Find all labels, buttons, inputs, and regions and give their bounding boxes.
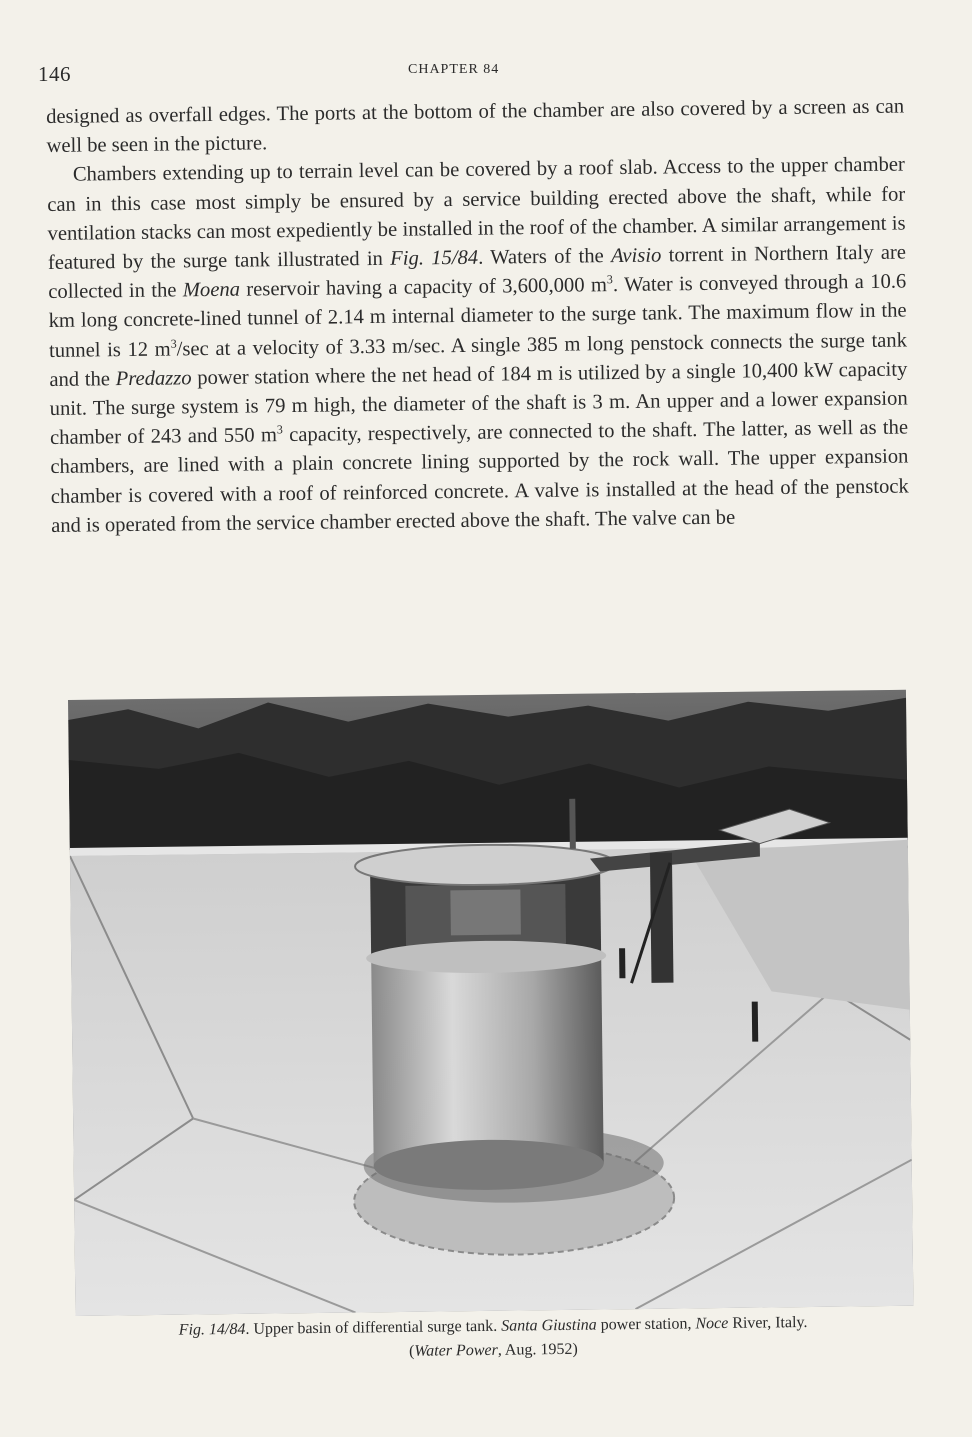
caption-source-title: Water Power (414, 1341, 498, 1360)
place-name-moena: Moena (182, 278, 241, 302)
p2-text-c: torrent in Northern Italy are collected in the (48, 241, 907, 304)
p2-text-d: reservoir having a capacity of 3,600,000 m (239, 274, 608, 301)
superscript-cubic: 3 (170, 336, 177, 351)
caption-figure-label: Fig. 14/84 (178, 1320, 246, 1339)
p2-text-a: Chambers extending up to terrain level can be covered by a roof slab. Access to the upper chamber can in this case most simply be ensured by a service building erected above the shaft, while for ventilation stacks can most expediently be installed in the roof of the chamber. A similar arrangement is featured by the surge tank illustrated in (47, 153, 906, 275)
body-text (46, 93, 909, 541)
running-head: CHAPTER 84 (408, 62, 500, 77)
caption-source: (Water Power, Aug. 1952) (408, 1340, 578, 1360)
caption-station-name: Santa Giustina (501, 1316, 597, 1335)
p2-text-g: power station where the net head of 184 m is utilized by a single 10,400 kW capacity unit. The surge system is 79 m high, the diameter of the shaft is 3 m. An upper and a lower expansion chamber of 243 and 550 m (49, 358, 908, 450)
caption-river-name: Noce (695, 1314, 729, 1333)
p2-text-b: . Waters of the (478, 245, 612, 269)
figure-reference: Fig. 15/84 (390, 246, 479, 270)
page-number: 146 (38, 62, 71, 86)
surge-tank-photo (68, 690, 913, 1316)
p2-text-f: /sec at a velocity of 3.33 m/sec. A single 385 m long penstock connects the surge tank and the (49, 329, 908, 391)
caption-line-1: Fig. 14/84. Upper basin of differential surge tank. Santa Giustina power station, Noce River, Italy. (178, 1313, 808, 1339)
superscript-cubic: 3 (606, 272, 613, 287)
superscript-cubic: 3 (276, 422, 283, 437)
paragraph-2 (47, 151, 910, 541)
figure-caption (70, 1310, 917, 1368)
place-name-avisio: Avisio (610, 244, 662, 268)
p2-text-h: capacity, respectively, are connected to the shaft. The latter, as well as the chambers, are lined with a plain concrete lining supported by the rock wall. The upper expansion chamber is covered with a roof of reinforced concrete. A valve is installed at the head of the penstock and is operated from the service chamber erected above the shaft. The valve can be (50, 416, 909, 537)
paragraph-1: designed as overfall edges. The ports at the bottom of the chamber are also covered by a screen as can well be seen in the picture. (46, 95, 905, 158)
p2-text-e: . Water is conveyed through a 10.6 km long concrete-lined tunnel of 2.14 m internal diameter to the surge tank. The maximum flow in the tunnel is 12 m (48, 270, 907, 362)
place-name-predazzo: Predazzo (115, 367, 192, 390)
figure-photo (68, 690, 913, 1316)
